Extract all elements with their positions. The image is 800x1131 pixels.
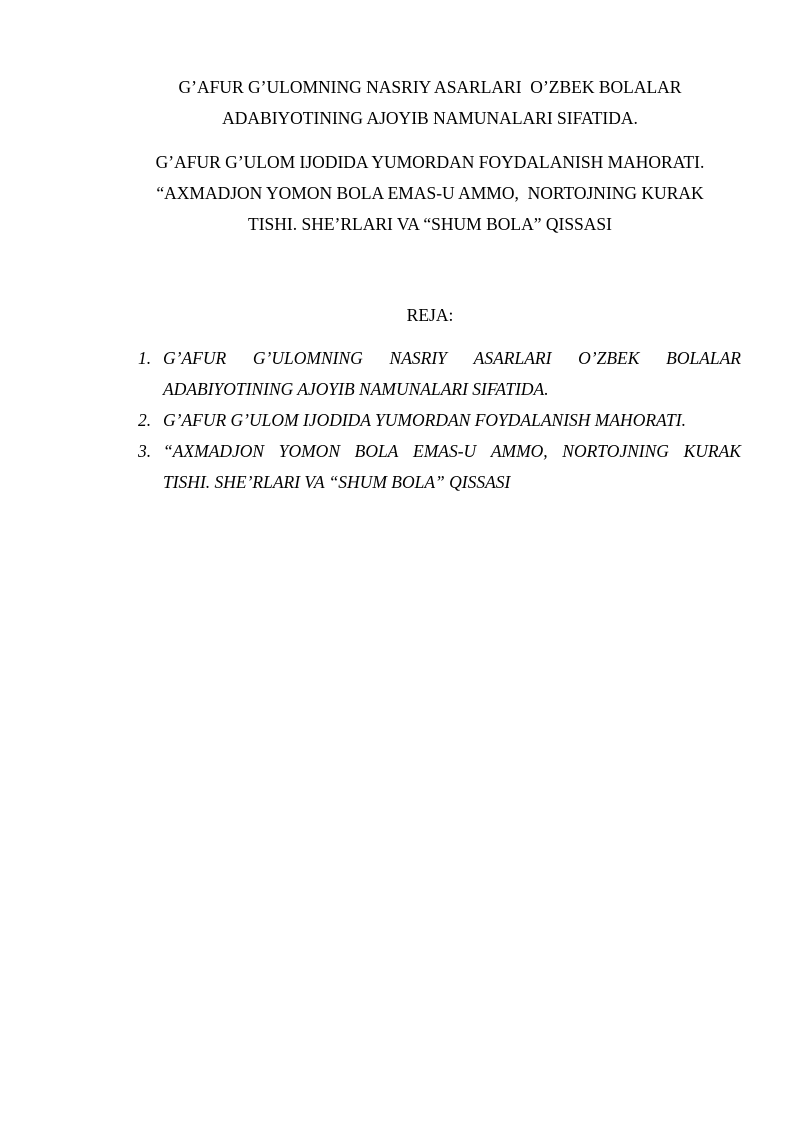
heading-line: G’AFUR G’ULOM IJODIDA YUMORDAN FOYDALANISH MAHORATI. <box>155 152 705 172</box>
plan-title: REJA: <box>406 305 454 325</box>
document-heading-secondary <box>120 147 740 240</box>
plan-word: AMMO, <box>490 441 548 461</box>
plan-word: KURAK <box>683 441 741 461</box>
plan-word: O’ZBEK <box>578 348 640 368</box>
plan-item-number: 2. <box>138 410 152 430</box>
heading-line: G’AFUR G’ULOMNING NASRIY ASARLARI O’ZBEK BOLALAR <box>178 77 682 97</box>
plan-word: NORTOJNING <box>562 441 669 461</box>
plan-word: YOMON <box>278 441 340 461</box>
plan-word: G’AFUR <box>163 348 227 368</box>
plan-item-1 <box>130 343 741 405</box>
plan-item-2 <box>130 405 741 436</box>
heading-line: TISHI. SHE’RLARI VA “SHUM BOLA” QISSASI <box>248 214 612 234</box>
plan-item-line <box>163 436 741 467</box>
plan-item-line: TISHI. SHE’RLARI VA “SHUM BOLA” QISSASI <box>163 472 511 492</box>
plan-list <box>130 343 741 498</box>
document-heading-primary <box>120 72 740 134</box>
plan-item-line <box>163 343 741 374</box>
heading-line: ADABIYOTINING AJOYIB NAMUNALARI SIFATIDA. <box>222 108 638 128</box>
plan-word: G’ULOMNING <box>252 348 363 368</box>
plan-item-number: 3. <box>138 441 152 461</box>
plan-item-3 <box>130 436 741 498</box>
plan-item-number: 1. <box>138 348 152 368</box>
plan-word: “AXMADJON <box>163 441 265 461</box>
heading-line: “AXMADJON YOMON BOLA EMAS-U AMMO, NORTOJNING KURAK <box>156 183 704 203</box>
plan-word: ASARLARI <box>473 348 552 368</box>
plan-word: NASRIY <box>389 348 447 368</box>
plan-word: EMAS-U <box>413 441 477 461</box>
plan-item-line: G’AFUR G’ULOM IJODIDA YUMORDAN FOYDALANISH MAHORATI. <box>163 410 686 430</box>
plan-item-line: ADABIYOTINING AJOYIB NAMUNALARI SIFATIDA. <box>163 379 549 399</box>
plan-word: BOLALAR <box>666 348 741 368</box>
plan-word: BOLA <box>354 441 399 461</box>
